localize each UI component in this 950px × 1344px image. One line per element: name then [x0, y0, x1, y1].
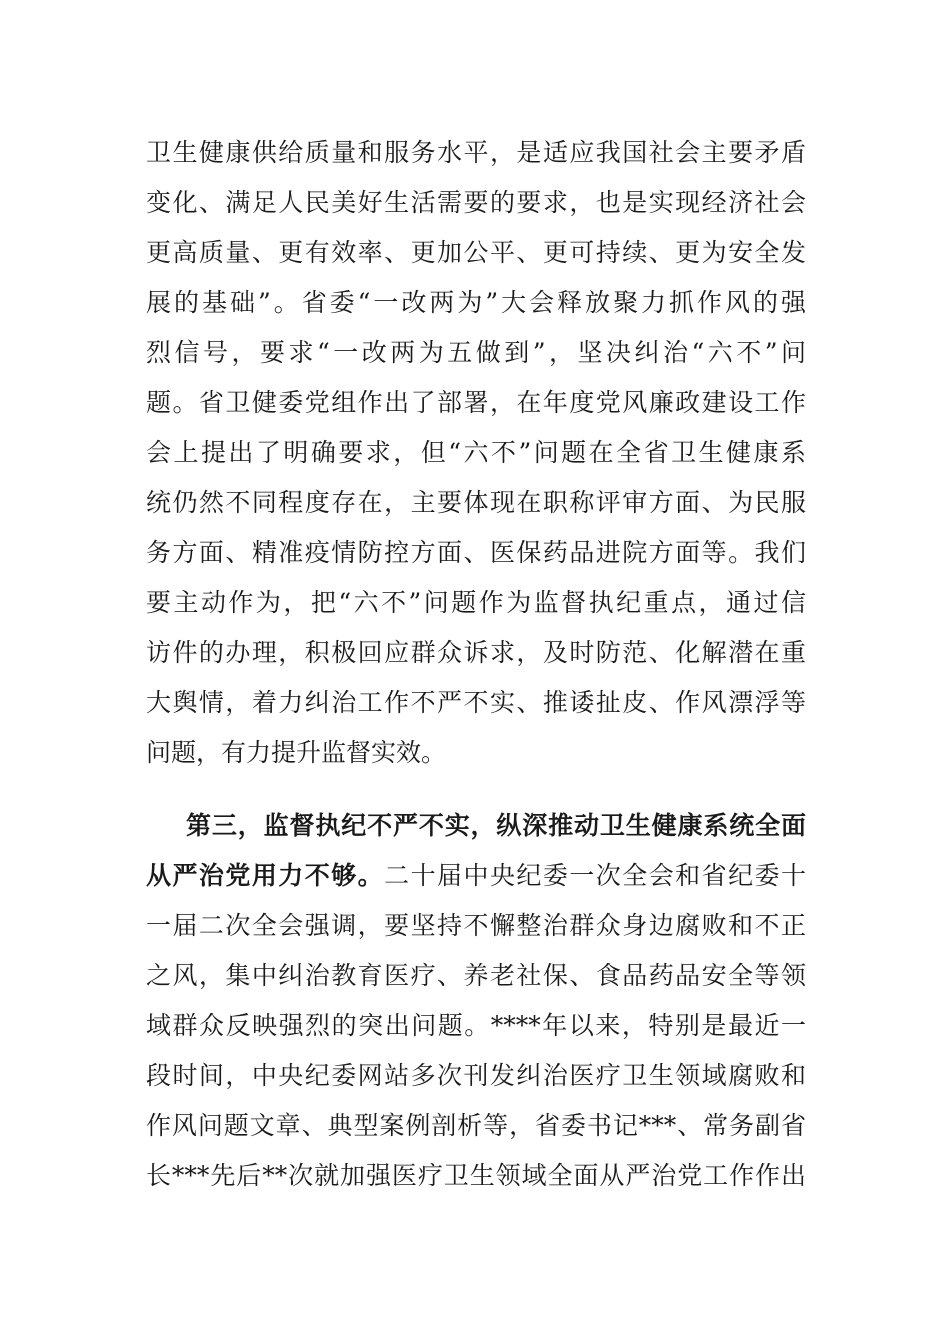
- paragraph-line: 一届二次全会强调，要坚持不懈整治群众身边腐败和不正: [146, 911, 806, 940]
- section-heading-end: 从严治党用力不够。: [146, 861, 385, 890]
- paragraph-line: 卫生健康供给质量和服务水平，是适应我国社会主要矛盾: [146, 138, 806, 167]
- paragraph-1: [146, 128, 806, 778]
- paragraph-line: 务方面、精准疫情防控方面、医保药品进院方面等。我们: [146, 538, 806, 567]
- paragraph-line: 作风问题文章、典型案例剖析等，省委书记***、常务副省: [146, 1111, 806, 1140]
- paragraph-line: 之风，集中纠治教育医疗、养老社保、食品药品安全等领: [146, 961, 806, 990]
- paragraph-gap: [146, 778, 806, 801]
- section-heading-line: 第三，监督执纪不严不实，纵深推动卫生健康系统全面: [186, 811, 806, 840]
- paragraph-line: 域群众反映强烈的突出问题。****年以来，特别是最近一: [146, 1011, 806, 1040]
- paragraph-line: 大舆情，着力纠治工作不严不实、推诿扯皮、作风漂浮等: [146, 688, 806, 717]
- paragraph-line: 问题，有力提升监督实效。: [146, 738, 447, 767]
- paragraph-line: 更高质量、更有效率、更加公平、更可持续、更为安全发: [146, 238, 806, 267]
- paragraph-text: 二十届中央纪委一次全会和省纪委十: [384, 861, 806, 890]
- paragraph-line: 要主动作为，把“六不”问题作为监督执纪重点，通过信: [146, 588, 806, 617]
- paragraph-line: 访件的办理，积极回应群众诉求，及时防范、化解潜在重: [146, 638, 806, 667]
- paragraph-line: [146, 851, 806, 901]
- paragraph-2: [146, 801, 806, 1201]
- paragraph-line: 变化、满足人民美好生活需要的要求，也是实现经济社会: [146, 188, 806, 217]
- paragraph-line: 长***先后**次就加强医疗卫生领域全面从严治党工作作出: [146, 1161, 806, 1190]
- paragraph-line: 统仍然不同程度存在，主要体现在职称评审方面、为民服: [146, 488, 806, 517]
- document-body: [146, 128, 806, 1201]
- paragraph-line: 题。省卫健委党组作出了部署，在年度党风廉政建设工作: [146, 388, 806, 417]
- paragraph-line: 展的基础”。省委“一改两为”大会释放聚力抓作风的强: [146, 288, 806, 317]
- paragraph-line: 会上提出了明确要求，但“六不”问题在全省卫生健康系: [146, 438, 806, 467]
- paragraph-line: 段时间，中央纪委网站多次刊发纠治医疗卫生领域腐败和: [146, 1061, 806, 1090]
- paragraph-line: 烈信号，要求“一改两为五做到”，坚决纠治“六不”问: [146, 338, 806, 367]
